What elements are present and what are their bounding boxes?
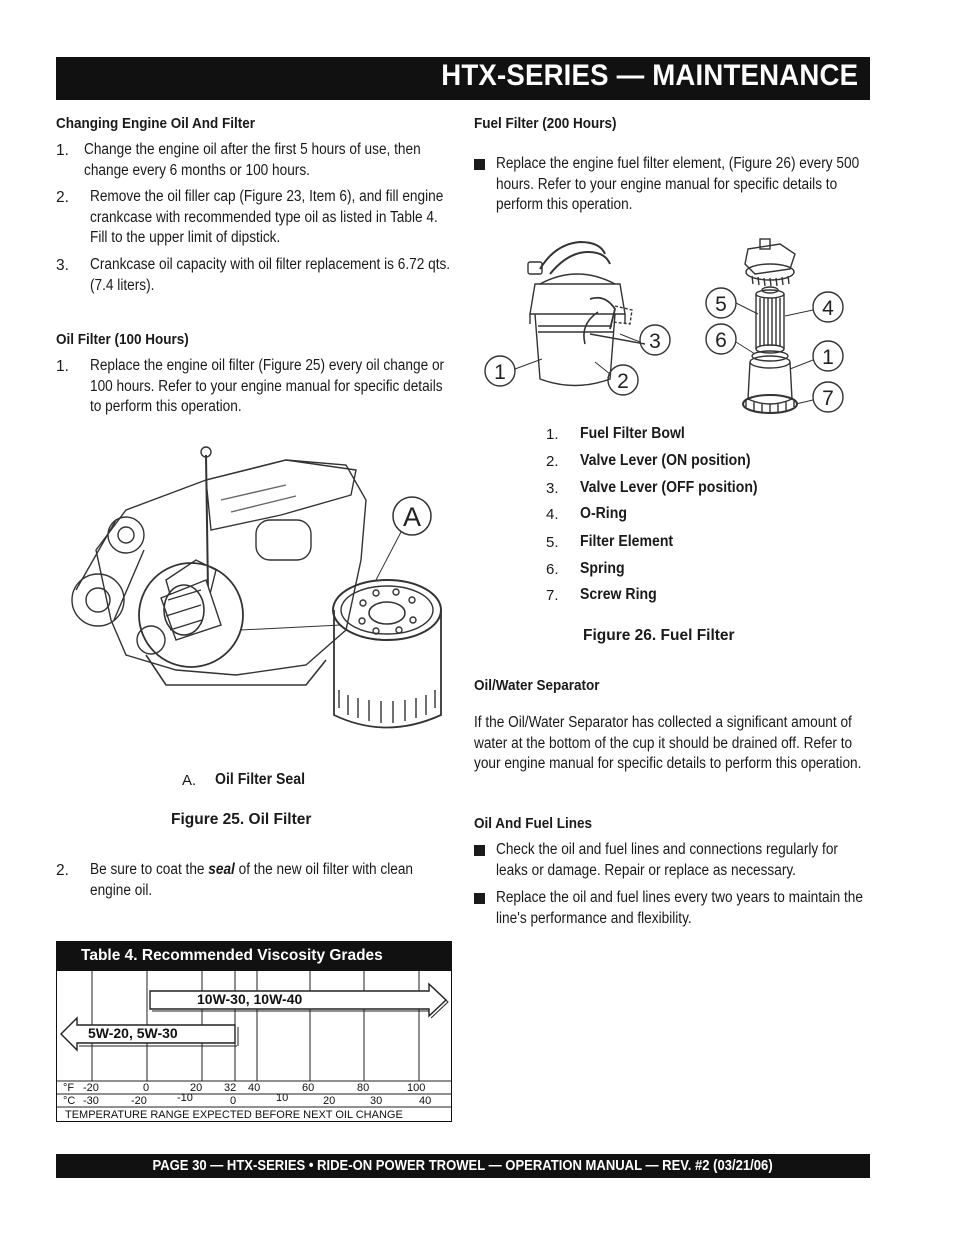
c-tick: -20 — [131, 1095, 147, 1107]
fuel-filter-text: Replace the engine fuel filter element, (Figure 26) every 500 hours. Refer to your engine manual for specific details to perform this operation. — [496, 155, 860, 213]
oil-filter-illustration — [56, 440, 456, 740]
figure26-legend-num: 3. — [546, 480, 559, 497]
figure25-callout-a: A — [402, 502, 422, 532]
item-2-text — [90, 860, 451, 901]
item-2-num: 2. — [56, 862, 69, 879]
separator-heading: Oil/Water Separator — [474, 677, 600, 694]
oil-change-item-1-num: 1. — [56, 142, 69, 159]
page-header-bar — [56, 57, 870, 100]
f-tick: 40 — [248, 1082, 261, 1094]
lines-bullet-1: Check the oil and fuel lines and connections regularly for leaks or damage. Repair or replace as necessary. — [496, 841, 838, 879]
bullet-square — [474, 845, 485, 856]
grade-5w-label: 5W-20, 5W-30 — [88, 1025, 178, 1041]
figure26-legend-text: Valve Lever (OFF position) — [580, 479, 758, 496]
figure26-legend-text: O-Ring — [580, 505, 627, 522]
oil-change-item-2-text: Remove the oil filler cap (Figure 23, Item 6), and fill engine crankcase with recommended type oil as listed in Table 4. Fill to the upper limit of dipstick. — [90, 188, 444, 246]
c-tick: -30 — [83, 1095, 99, 1107]
figure26-legend-num: 5. — [546, 534, 559, 551]
figure26-callout-7: 7 — [822, 387, 834, 410]
c-tick: -10 — [177, 1092, 193, 1104]
bullet-square — [474, 893, 485, 904]
c-tick: 30 — [370, 1095, 383, 1107]
bullet-square — [474, 159, 485, 170]
viscosity-table — [56, 941, 452, 1122]
f-tick: 80 — [357, 1082, 370, 1094]
figure26-legend-num: 2. — [546, 453, 559, 470]
figure26-legend-text: Filter Element — [580, 533, 674, 550]
fuel-filter-illustration — [480, 234, 870, 419]
c-tick: 40 — [419, 1095, 432, 1107]
figure26-legend-num: 6. — [546, 561, 559, 578]
figure26-callout-6: 6 — [715, 329, 727, 352]
page-footer-text: PAGE 30 — HTX-SERIES • RIDE-ON POWER TROWEL — OPERATION MANUAL — REV. #2 (03/21/06) — [152, 1158, 774, 1174]
item-2-text-pre: Be sure to coat the — [90, 861, 209, 878]
figure26-callout-1: 1 — [494, 361, 506, 384]
grade-10w-label: 10W-30, 10W-40 — [197, 991, 303, 1007]
figure25-legend-text: Oil Filter Seal — [215, 771, 305, 788]
viscosity-table-footer: TEMPERATURE RANGE EXPECTED BEFORE NEXT OIL CHANGE — [65, 1109, 403, 1121]
oil-change-item-3-text: Crankcase oil capacity with oil filter replacement is 6.72 qts. (7.4 liters). — [90, 256, 451, 294]
figure26-legend-num: 4. — [546, 506, 559, 523]
f-tick: 100 — [407, 1082, 426, 1094]
c-tick: 10 — [276, 1092, 289, 1104]
oil-change-item-1-text: Change the engine oil after the first 5 hours of use, then change every 6 months or 100 hours. — [84, 141, 421, 179]
figure26-legend-text: Fuel Filter Bowl — [580, 425, 685, 442]
separator-text: If the Oil/Water Separator has collected a significant amount of water at the bottom of the cup it should be drained off. Refer to your engine manual for specific details to perform this operation. — [474, 714, 862, 772]
oil-filter-item-1-text: Replace the engine oil filter (Figure 25) every oil change or 100 hours. Refer to your engine manual for specific details to perform this operation. — [90, 357, 445, 415]
viscosity-table-title: Table 4. Recommended Viscosity Grades — [57, 942, 451, 971]
oil-change-heading: Changing Engine Oil And Filter — [56, 115, 255, 132]
figure26-legend-num: 7. — [546, 587, 559, 604]
item-2-text-post: of the new oil filter with clean engine oil. — [90, 861, 414, 899]
figure26-legend-text: Valve Lever (ON position) — [580, 452, 751, 469]
oil-filter-item-1-num: 1. — [56, 358, 69, 375]
figure26-callout-3: 3 — [649, 330, 661, 353]
figure26-callout-2: 2 — [617, 370, 629, 393]
f-tick: -20 — [83, 1082, 99, 1094]
c-tick: 0 — [230, 1095, 237, 1107]
f-tick: 20 — [190, 1082, 203, 1094]
oil-filter-heading: Oil Filter (100 Hours) — [56, 331, 189, 348]
figure25-legend-num: A. — [182, 772, 197, 789]
f-unit: °F — [63, 1082, 75, 1094]
page-title: HTX-SERIES — MAINTENANCE — [441, 59, 858, 92]
figure26-callout-1b: 1 — [822, 346, 834, 369]
c-tick: 20 — [323, 1095, 336, 1107]
figure26-legend-num: 1. — [546, 426, 559, 443]
item-2-text-em: seal — [208, 861, 235, 878]
oil-change-item-2-num: 2. — [56, 189, 69, 206]
fuel-filter-heading: Fuel Filter (200 Hours) — [474, 115, 617, 132]
lines-bullet-2: Replace the oil and fuel lines every two years to maintain the line's performance and flexibility. — [496, 889, 863, 927]
figure25-caption: Figure 25. Oil Filter — [171, 811, 312, 828]
lines-heading: Oil And Fuel Lines — [474, 815, 593, 832]
page-footer-bar — [56, 1154, 870, 1178]
figure26-callout-5: 5 — [715, 293, 727, 316]
figure26-caption: Figure 26. Fuel Filter — [583, 627, 735, 644]
c-unit: °C — [63, 1095, 76, 1107]
f-tick: 32 — [224, 1082, 237, 1094]
oil-change-item-3-num: 3. — [56, 257, 69, 274]
viscosity-chart — [57, 971, 451, 1121]
figure26-legend-text: Screw Ring — [580, 586, 657, 603]
f-tick: 60 — [302, 1082, 315, 1094]
f-tick: 0 — [143, 1082, 150, 1094]
figure26-legend-text: Spring — [580, 560, 625, 577]
figure26-callout-4: 4 — [822, 297, 834, 320]
